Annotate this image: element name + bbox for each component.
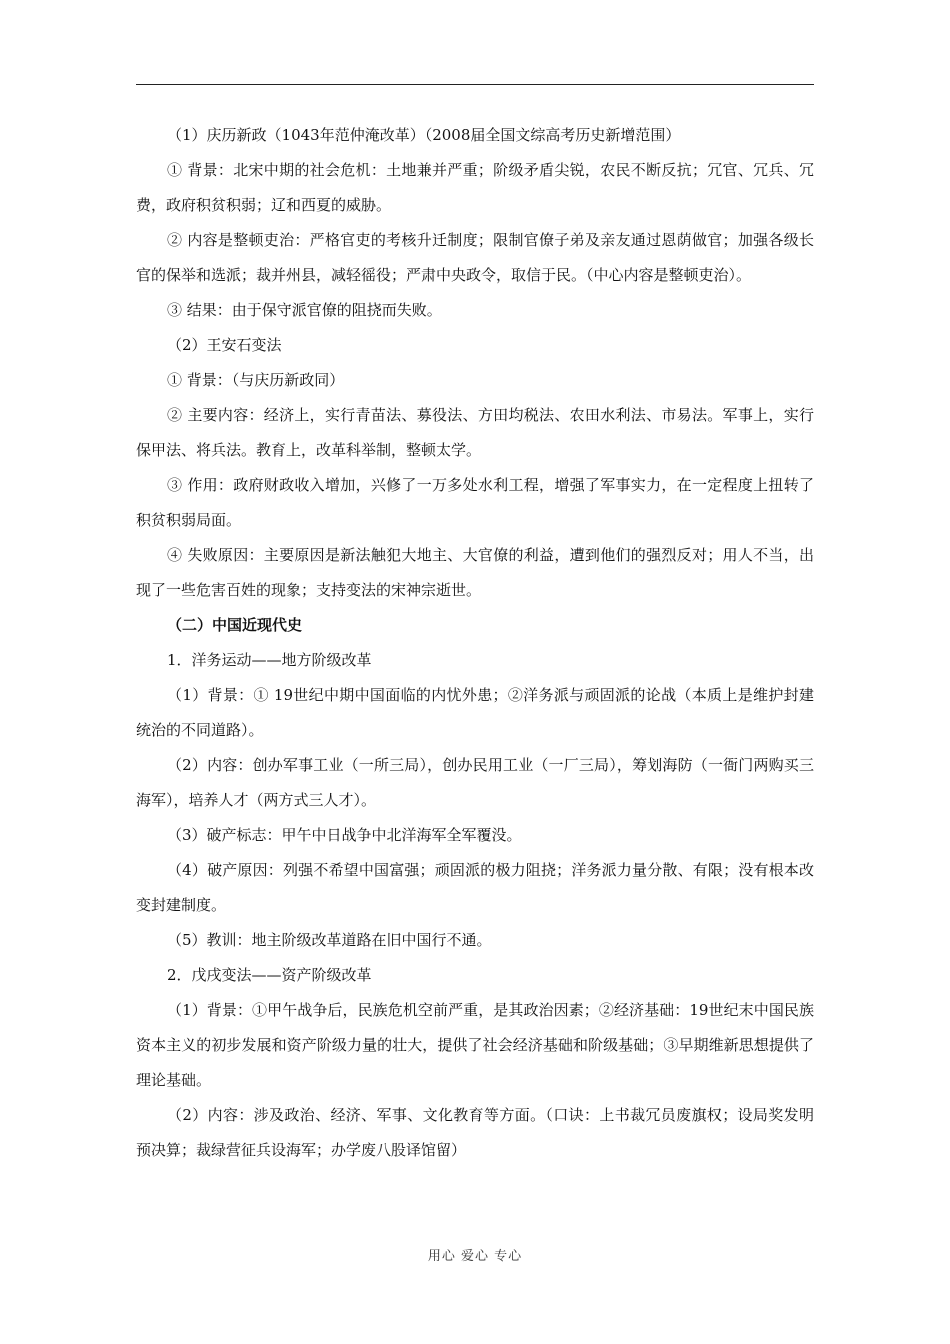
paragraph-wanganshi-failure: ④ 失败原因：主要原因是新法触犯大地主、大官僚的利益，遭到他们的强烈反对；用人不当，出现了一些危害百姓的现象；支持变法的宋神宗逝世。 bbox=[136, 546, 814, 599]
paragraph-wanganshi-content: ② 主要内容：经济上，实行青苗法、募役法、方田均税法、农田水利法、市易法。军事上，实行保甲法、将兵法。教育上，改革科举制，整顿太学。 bbox=[136, 406, 814, 459]
paragraph-qingli-background: ① 背景：北宋中期的社会危机：土地兼并严重；阶级矛盾尖锐，农民不断反抗；冗官、冗兵、冗费，政府积贫积弱；辽和西夏的威胁。 bbox=[136, 161, 814, 214]
paragraph-wuxu-content: （2）内容：涉及政治、经济、军事、文化教育等方面。（口诀：上书裁冗员废旗权；设局奖发明预决算；裁绿营征兵设海军；办学废八股译馆留） bbox=[136, 1106, 814, 1159]
section-heading-modern-history: （二）中国近现代史 bbox=[167, 616, 303, 634]
paragraph-yangwu-background: （1）背景：① 19世纪中期中国面临的内忧外患；②洋务派与顽固派的论战（本质上是维护封建统治的不同道路）。 bbox=[136, 686, 814, 739]
paragraph-qingli-content: ② 内容是整顿吏治：严格官吏的考核升迁制度；限制官僚子弟及亲友通过恩荫做官；加强各级长官的保举和选派；裁并州县，减轻徭役；严肃中央政令，取信于民。（中心内容是整顿吏治）。 bbox=[136, 231, 814, 284]
paragraph-yangwu-title: 1．洋务运动——地方阶级改革 bbox=[167, 651, 372, 669]
paragraph-wanganshi-background: ① 背景：（与庆历新政同） bbox=[167, 371, 345, 389]
paragraph-wanganshi-title: （2）王安石变法 bbox=[167, 336, 282, 354]
paragraph-yangwu-lesson: （5）教训：地主阶级改革道路在旧中国行不通。 bbox=[167, 931, 492, 949]
paragraph-yangwu-bankruptcy-reason: （4）破产原因：列强不希望中国富强；顽固派的极力阻挠；洋务派力量分散、有限；没有根本改变封建制度。 bbox=[136, 861, 814, 914]
paragraph-yangwu-bankruptcy-sign: （3）破产标志：甲午中日战争中北洋海军全军覆没。 bbox=[167, 826, 522, 844]
paragraph-qingli-result: ③ 结果：由于保守派官僚的阻挠而失败。 bbox=[167, 301, 442, 319]
paragraph-yangwu-content: （2）内容：创办军事工业（一所三局），创办民用工业（一厂三局），筹划海防（一衙门两购买三海军），培养人才（两方式三人才）。 bbox=[136, 756, 814, 809]
paragraph-wuxu-title: 2．戊戌变法——资产阶级改革 bbox=[167, 966, 372, 984]
paragraph-wanganshi-effect: ③ 作用：政府财政收入增加，兴修了一万多处水利工程，增强了军事实力，在一定程度上扭转了积贫积弱局面。 bbox=[136, 476, 814, 529]
paragraph-wuxu-background: （1）背景：①甲午战争后，民族危机空前严重，是其政治因素；②经济基础：19世纪末中国民族资本主义的初步发展和资产阶级力量的壮大，提供了社会经济基础和阶级基础；③早期维新思想提供了理论基础。 bbox=[136, 1001, 814, 1089]
header-rule bbox=[136, 84, 814, 85]
page-footer: 用心 爱心 专心 bbox=[427, 1249, 523, 1264]
document-body bbox=[136, 118, 814, 1168]
paragraph-qingli-title: （1）庆历新政（1043年范仲淹改革）（2008届全国文综高考历史新增范围） bbox=[167, 126, 681, 144]
